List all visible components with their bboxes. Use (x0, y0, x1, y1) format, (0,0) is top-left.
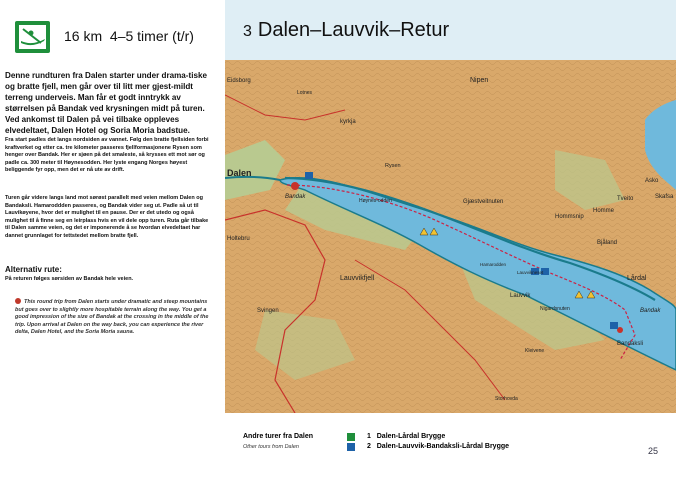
label-dalen: Dalen (227, 168, 252, 178)
english-flag-icon (15, 298, 21, 304)
tour-number: 1 (367, 433, 371, 440)
label-bandaksli: Bandaksli (617, 341, 644, 347)
label-bjaland: Bjåland (597, 240, 618, 246)
route-title-text: Dalen–Lauvvik–Retur (257, 19, 450, 41)
start-marker (291, 182, 299, 190)
kayak-icon (347, 433, 355, 441)
tour-number: 2 (367, 443, 371, 450)
distance: 16 km (64, 28, 103, 44)
label-nipen: Nipen (470, 77, 489, 84)
duration: 4–5 timer (t/r) (109, 28, 194, 44)
alternative-text: På returen følges sørsiden av Bandak hele veien. (5, 276, 134, 282)
body-paragraph-2: Turen går videre langs land mot sørøst parallelt med veien mellom Dalen og Bandaksli. Hamaroddden passeres, og Bandak vider seg ut. Padle så ut til Lauvikøyene, hvor det er mulighet til en pause. Der er det utedo og også mulighet til å finne seg en leirplass hvis en vil dele opp turen. Ruta går tilbake til Dalen samme veien, og det er imponerende å se hvordan elvedeltaet har dannet grunnlaget for tettstedet mellom bratte fjell. (5, 195, 209, 239)
label-asko: Asko (645, 178, 659, 184)
label-gjaestveitnuten: Gjæstveitnuten (463, 199, 504, 205)
label-holtebru: Holtebru (227, 236, 250, 242)
label-eidsborg: Eidsborg (227, 78, 251, 84)
label-hoynesodden: Høynes-odden (359, 198, 392, 204)
route-title (243, 19, 449, 42)
label-rysen: Rysen (385, 163, 401, 169)
tour-item[interactable] (347, 432, 509, 442)
label-lauvvikfjell: Lauvvikfjell (340, 275, 375, 282)
english-text: This round trip from Dalen starts under dramatic and steep mountains but goes over to slightly more hospitable terrain along the way. You get a good impression of the size of Bandak at the crossing in the middle of the trip. Upon arrival at Dalen on the way back, you can experience the river delta, Dalen Hotel, and the Soria Moria sauna. (15, 299, 209, 336)
label-nigardsnuten: Nigardsnuten (540, 306, 570, 312)
intro-paragraph: Denne rundturen fra Dalen starter under drama-tiske og bratte fjell, men går over til litt mer gjest-mildt terreng underveis. Man får et godt inntrykk av størrelsen på Bandak ved krysningen midt på turen. Ved ankomst til Dalen på vei tilbake oppleves elvedeltaet, Dalen Hotel og Soria Moria badstue. (5, 71, 207, 136)
service-icon (305, 172, 313, 179)
route-number: 3 (243, 23, 252, 40)
kayak-icon (15, 21, 50, 53)
kayak-icon (347, 443, 355, 451)
label-lotnes: Lotnes (297, 90, 313, 96)
label-bandak-2: Bandak (640, 308, 661, 314)
other-tours-subheading: Other tours from Dalen (243, 444, 299, 450)
english-summary (15, 298, 210, 337)
body-paragraph-1: Fra start padles det langs nordsiden av vannet. Følg den bratte fjellsiden forbi kraftverket og etter ca. tre kilometer passeres fjellformasjonene Rysen som henger over Bandak. Her er sjøen på det smaleste, så krysses ett mot sør og padle ca. 300 meter til Høynesodden. Her lyste engang Norges høyest beliggende fyr opp, men det er nå ute av drift. (5, 137, 209, 174)
trip-summary (64, 28, 194, 44)
label-bandak-1: Bandak (285, 194, 306, 200)
tour-item[interactable] (347, 442, 509, 452)
alternative-heading: Alternativ rute: (5, 265, 62, 274)
page-number: 25 (648, 446, 659, 456)
tour-name: Dalen-Lauvvik-Bandaksli-Lårdal Brygge (376, 443, 510, 450)
label-kleivene: Kleivene (525, 348, 545, 354)
label-lauvvik: Lauvvik (510, 293, 531, 299)
label-hommsnip: Hommsnip (555, 214, 584, 220)
route-map[interactable] (225, 60, 676, 413)
label-lardal: Lårdal (627, 275, 647, 282)
label-skafsa: Skafsa (655, 194, 674, 200)
service-icon (610, 322, 618, 329)
label-homme: Homme (593, 208, 615, 214)
label-storhovda: Storhovda (495, 396, 518, 402)
label-svingen: Svingen (257, 308, 279, 314)
tour-name: Dalen-Lårdal Brygge (376, 433, 446, 440)
label-hamar: Hamarodden (480, 262, 507, 267)
label-tveito: Tveito (617, 196, 634, 202)
label-lauvviknes: Lauvvikneset (517, 270, 544, 275)
label-kyrkja: kyrkja (340, 119, 356, 125)
other-tours-list (347, 432, 509, 452)
other-tours-heading: Andre turer fra Dalen (243, 433, 314, 440)
